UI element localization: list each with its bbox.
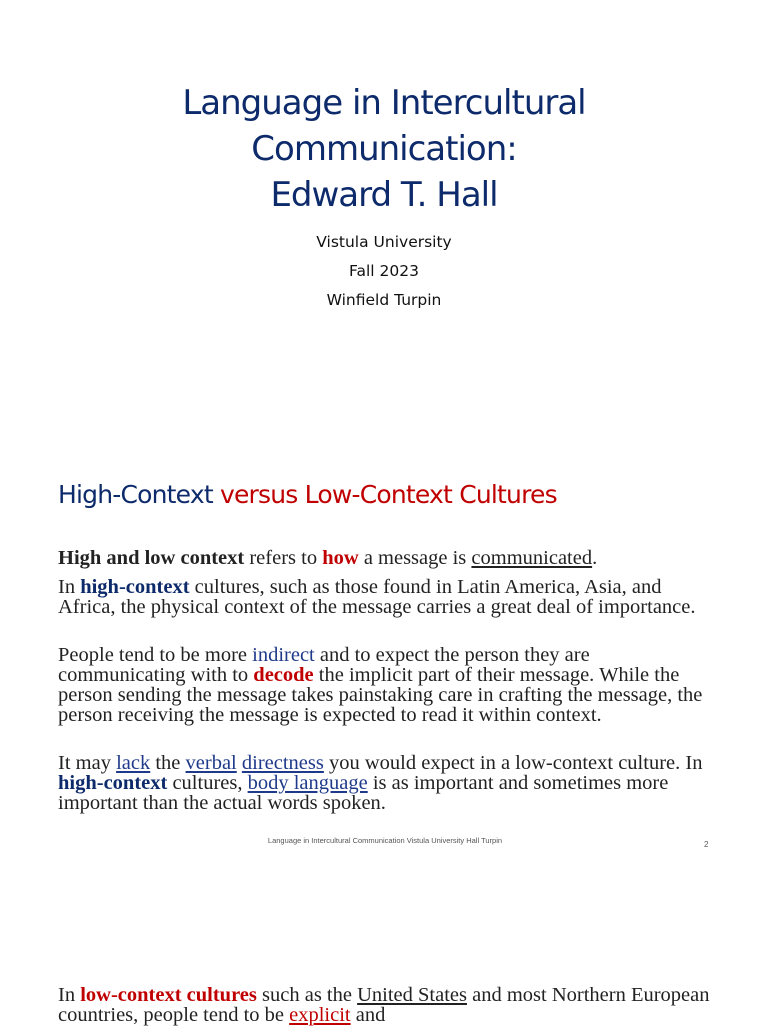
main-title-line-2: Communication: <box>251 129 517 169</box>
paragraph-definition <box>58 548 718 568</box>
text-segment: . <box>592 547 598 569</box>
subtitle-term: Fall 2023 <box>349 262 419 280</box>
emphasis-how: how <box>322 547 359 569</box>
main-title <box>0 80 768 218</box>
text-segment: People tend to be more <box>58 644 253 666</box>
term-low-context-cultures: low-context cultures <box>80 984 257 1006</box>
title-slide <box>0 0 768 430</box>
term-directness: directness <box>241 752 324 774</box>
term-lack: lack <box>116 752 151 774</box>
term-body-language: body language <box>247 772 368 794</box>
text-segment: In <box>58 984 81 1006</box>
term-verbal: verbal <box>185 752 237 774</box>
text-segment: refers to <box>244 547 323 569</box>
slide-title-part-2: versus Low-Context Cultures <box>219 480 557 509</box>
text-segment: is as important and sometimes more important than the actual words spoken. <box>58 772 669 814</box>
slide-title <box>58 480 557 509</box>
text-segment: and <box>350 1004 386 1026</box>
text-segment: cultures, such as those found in Latin America, Asia, and Africa, the physical context of the message carries a great deal of importance. <box>58 576 696 618</box>
subtitle <box>0 228 768 315</box>
text-segment: It may <box>58 752 117 774</box>
slide-title-part-1: High-Context <box>58 480 220 509</box>
term-communicated: communicated <box>471 547 593 569</box>
term-high-context: high-context <box>80 576 190 598</box>
paragraph-high-context-regions <box>58 577 718 617</box>
text-segment: In <box>58 576 81 598</box>
paragraph-low-context <box>58 985 718 1025</box>
term-united-states: United States <box>357 984 467 1006</box>
paragraph-indirect <box>58 645 718 725</box>
paragraph-body-language <box>58 753 718 813</box>
subtitle-author: Winfield Turpin <box>326 291 442 309</box>
text-segment: such as the <box>256 984 358 1006</box>
slide-low-context <box>0 980 768 1024</box>
term-high-context-2: high-context <box>58 772 168 794</box>
term-high-low-context: High and low context <box>58 547 245 569</box>
text-segment: a message is <box>358 547 472 569</box>
slide-footer: Language in Intercultural Communication Vistula University Hall Turpin <box>267 836 503 845</box>
text-segment: and most Northern European countries, people tend to be <box>58 984 710 1026</box>
term-indirect: indirect <box>252 644 315 666</box>
page-number: 2 <box>704 840 709 849</box>
text-segment: and to expect the person they are communicating with to <box>58 644 590 686</box>
term-decode: decode <box>253 664 314 686</box>
main-title-line-1: Language in Intercultural <box>182 83 586 123</box>
text-segment: cultures, <box>167 772 248 794</box>
text-segment: you would expect in a low-context culture. In <box>323 752 703 774</box>
term-explicit: explicit <box>289 1004 351 1026</box>
main-title-line-3: Edward T. Hall <box>270 175 498 215</box>
slide-high-low-context <box>0 440 768 870</box>
text-segment: the implicit part of their message. While the person sending the message takes painstaking care in crafting the message, the person receiving the message is expected to read it within context. <box>58 664 703 726</box>
subtitle-university: Vistula University <box>316 233 452 251</box>
text-segment: the <box>150 752 186 774</box>
